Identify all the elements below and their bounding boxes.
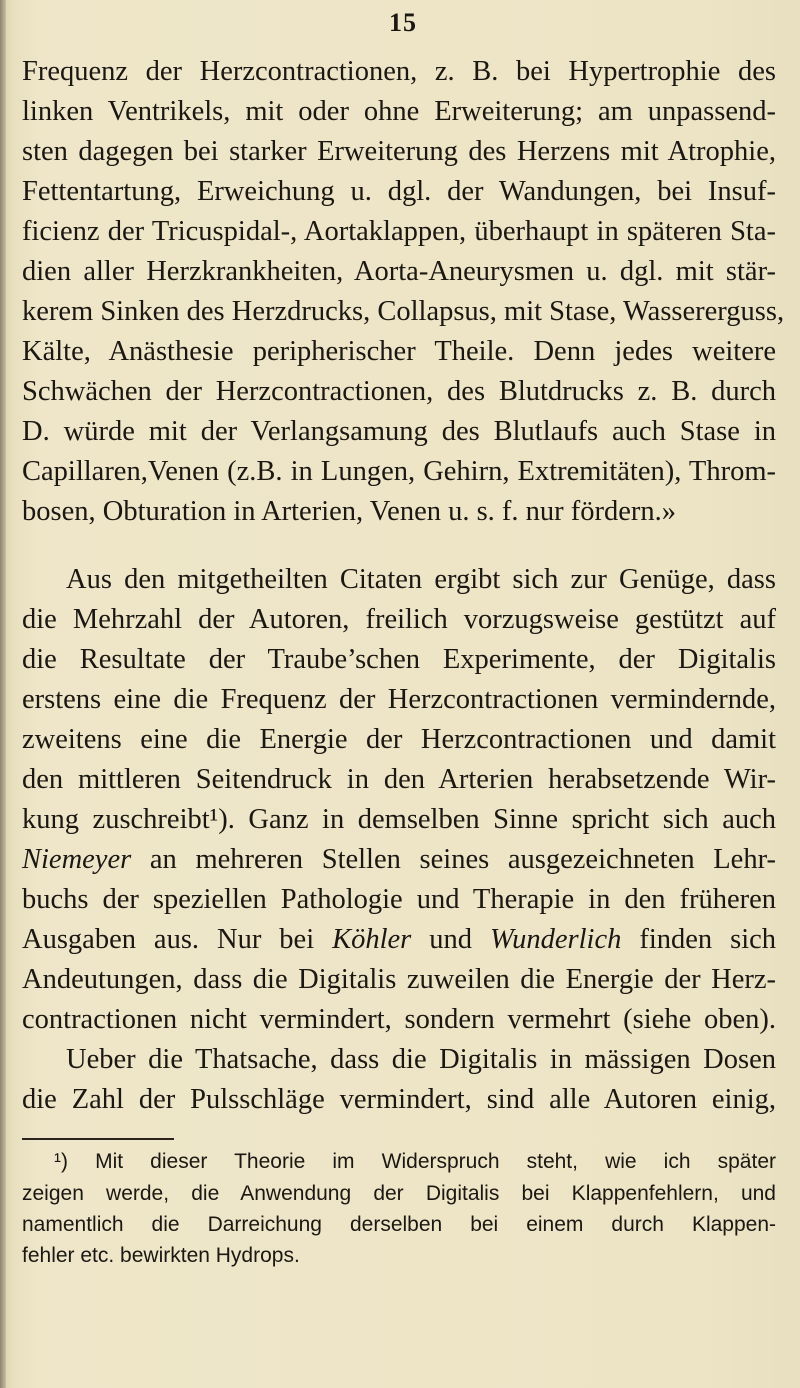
text-line: Kälte, Anästhesie peripherischer Theile. Denn jedes weitere [22, 336, 776, 367]
footnote-line: fehler etc. bewirkten Hydrops. [22, 1244, 300, 1267]
text-line: D. würde mit der Verlangsamung des Blutlaufs auch Stase in [22, 416, 776, 447]
text-line: Ausgaben aus. Nur bei Köhler und Wunderlich finden sich [22, 924, 777, 955]
text-line: ficienz der Tricuspidal-, Aortaklappen, überhaupt in späteren Sta- [22, 216, 776, 247]
page-binding-edge [0, 0, 6, 1388]
text-line: Fettentartung, Erweichung u. dgl. der Wandungen, bei Insuf- [22, 176, 776, 207]
text-line: den mittleren Seitendruck in den Arterien herabsetzende Wir- [22, 764, 776, 795]
text-line: Schwächen der Herzcontractionen, des Blutdrucks z. B. durch [22, 376, 776, 407]
text-line: Aus den mitgetheilten Citaten ergibt sich zur Genüge, dass [66, 564, 776, 595]
text-line: Andeutungen, dass die Digitalis zuweilen die Energie der Herz- [22, 964, 776, 995]
author-name: Köhler [332, 924, 412, 955]
footnote-line: namentlich die Darreichung derselben bei einem durch Klappen- [22, 1213, 776, 1236]
footnote-rule [22, 1138, 174, 1140]
text-line: die Resultate der Traube’schen Experimente, der Digitalis [22, 644, 776, 675]
text-line: Frequenz der Herzcontractionen, z. B. bei Hypertrophie des [22, 56, 776, 87]
text-line: contractionen nicht vermindert, sondern vermehrt (siehe oben). [22, 1004, 776, 1035]
text-line: Niemeyer an mehreren Stellen seines ausgezeichneten Lehr- [22, 844, 776, 875]
text-line: Capillaren,Venen (z.B. in Lungen, Gehirn, Extremitäten), Throm- [22, 456, 776, 487]
text-line: zweitens eine die Energie der Herzcontractionen und damit [22, 724, 776, 755]
page-number: 15 [389, 8, 417, 37]
footnote-line: ¹) Mit dieser Theorie im Widerspruch steht, wie ich später [54, 1150, 776, 1173]
text-line: sten dagegen bei starker Erweiterung des Herzens mit Atrophie, [22, 136, 776, 167]
text-line: dien aller Herzkrankheiten, Aorta-Aneurysmen u. dgl. mit stär- [22, 256, 776, 287]
text-line: erstens eine die Frequenz der Herzcontractionen vermindernde, [22, 684, 776, 715]
text-line: buchs der speziellen Pathologie und Therapie in den früheren [22, 884, 776, 915]
text-line: kung zuschreibt¹). Ganz in demselben Sinne spricht sich auch [22, 804, 776, 835]
text-line: die Zahl der Pulsschläge vermindert, sind alle Autoren einig, [22, 1084, 776, 1115]
footnote-line: zeigen werde, die Anwendung der Digitalis bei Klappenfehlern, und [22, 1182, 776, 1205]
text-line: linken Ventrikels, mit oder ohne Erweiterung; am unpassend- [22, 96, 776, 127]
author-name: Niemeyer [22, 844, 132, 875]
text-line: Ueber die Thatsache, dass die Digitalis in mässigen Dosen [66, 1044, 776, 1075]
text-line: bosen, Obturation in Arterien, Venen u. s. f. nur fördern.» [22, 496, 677, 527]
author-name: Wunderlich [489, 924, 622, 955]
text-line: die Mehrzahl der Autoren, freilich vorzugsweise gestützt auf [22, 604, 776, 635]
text-line: kerem Sinken des Herzdrucks, Collapsus, mit Stase, Wassererguss, [22, 296, 785, 327]
